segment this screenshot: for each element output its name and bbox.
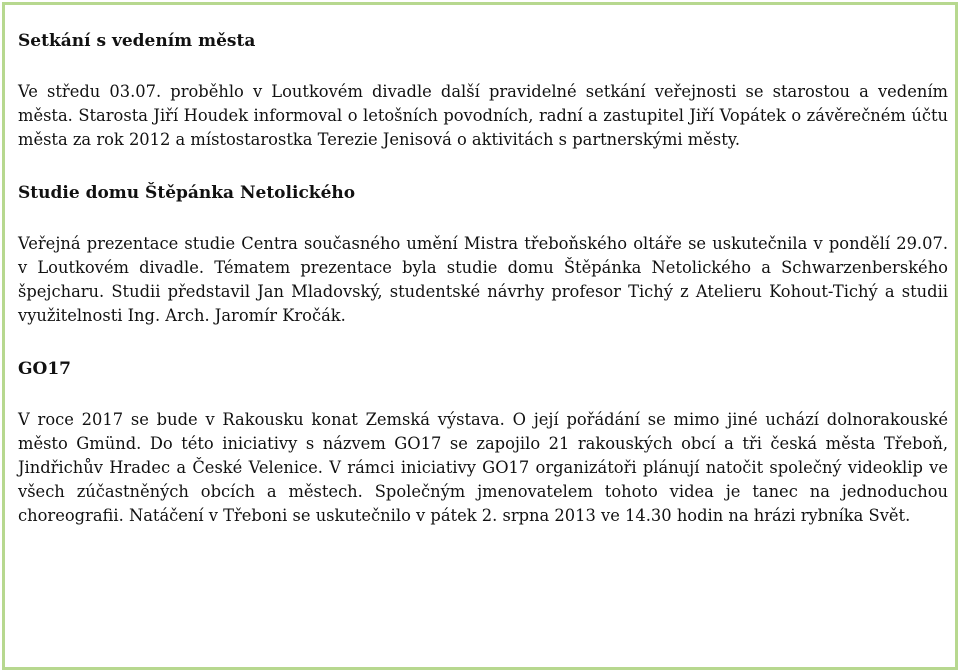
document-content (18, 30, 948, 528)
section-title-go17: GO17 (18, 359, 71, 379)
section-body-study: Veřejná prezentace studie Centra současného umění Mistra třeboňského oltáře se uskutečnila v pondělí 29.07. v Loutkovém divadle. Tématem prezentace byla studie domu Štěpánka Netolického a Schwarzenberského špejcharu. Studii představil Jan Mladovský, studentské návrhy profesor Tichý z Atelieru Kohout-Tichý a studii využitelnosti Ing. Arch. Jaromír Kročák. (18, 234, 948, 325)
section-title-study: Studie domu Štěpánka Netolického (18, 183, 356, 203)
section-body-go17: V roce 2017 se bude v Rakousku konat Zemská výstava. O její pořádání se mimo jiné uchází dolnorakouské město Gmünd. Do této iniciativy s názvem GO17 se zapojilo 21 rakouských obcí a tři česká města Třeboň, Jindřichův Hradec a České Velenice. V rámci iniciativy GO17 organizátoři plánují natočit společný videoklip ve všech zúčastněných obcích a městech. Společným jmenovatelem tohoto videa je tanec na jednoduchou choreografii. Natáčení v Třeboni se uskutečnilo v pátek 2. srpna 2013 ve 14.30 hodin na hrázi rybníka Svět. (18, 410, 948, 525)
section-body-meeting: Ve středu 03.07. proběhlo v Loutkovém divadle další pravidelné setkání veřejnosti se starostou a vedením města. Starosta Jiří Houdek informoval o letošních povodních, radní a zastupitel Jiří Vopátek o závěrečném účtu města za rok 2012 a místostarostka Terezie Jenisová o aktivitách s partnerskými městy. (18, 82, 948, 149)
section-title-meeting: Setkání s vedením města (18, 31, 256, 51)
